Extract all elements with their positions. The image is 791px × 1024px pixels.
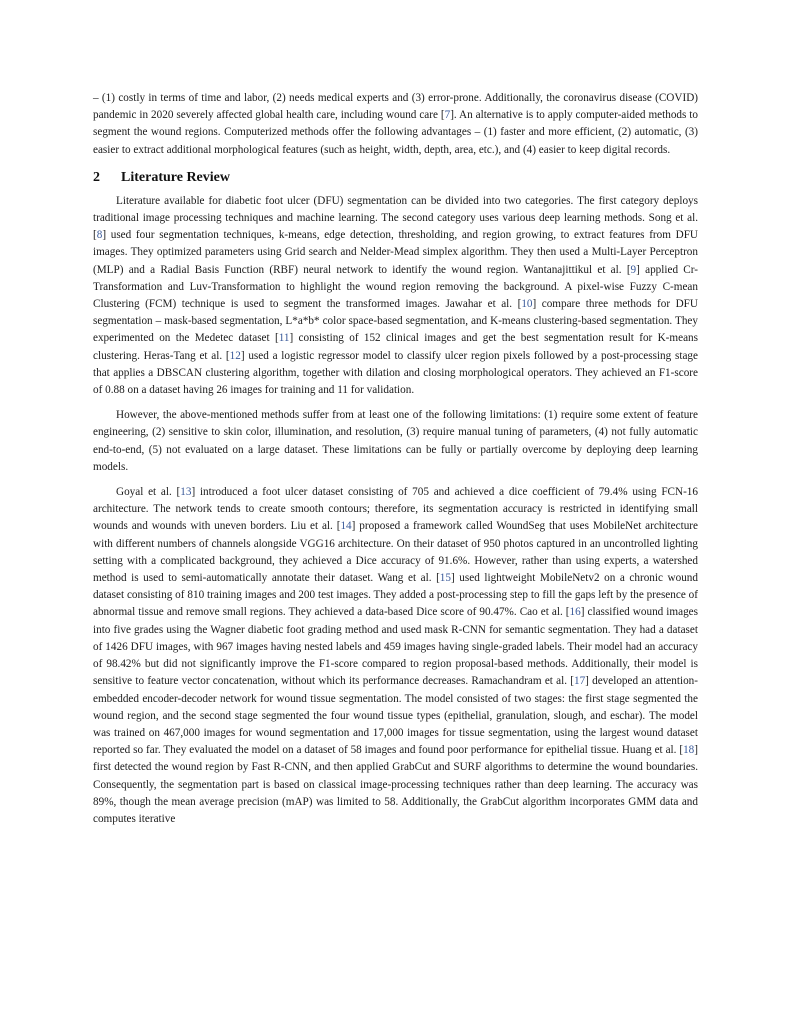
literature-paragraph-2	[93, 407, 698, 476]
text-segment: ] developed an attention-embedded encoder-decoder network for wound tissue segmentation. The model consisted of two stages: the first stage segmented the wound region, and the second stage segmented the four wound tissue types (epithelial, granulation, slough, and eschar). The model was trained on 467,000 images for wound segmentation and 17,000 images for tissue segmentation, using the largest wound dataset reported so far. They evaluated the model on a dataset of 58 images and found poor performance for epithelial tissue. Huang et al. [	[93, 675, 698, 757]
text-segment: Goyal et al. [	[116, 486, 181, 499]
text-segment: ] classified wound images into five grades using the Wagner diabetic foot grading method and used mask R-CNN for semantic segmentation. They had a dataset of 1426 DFU images, with 967 images having nested labels and 459 images having single-graded labels. Their model had an accuracy of 98.42% but did not significantly improve the F1-score compared to region proposal-based methods. Additionally, their model is sensitive to feature vector concatenation, without which its performance decreases. Ramachandram et al. [	[93, 606, 698, 688]
citation-link-12[interactable]: 12	[229, 349, 241, 362]
text-segment: However, the above-mentioned methods suffer from at least one of the following limitations: (1) require some extent of feature engineering, (2) sensitive to skin color, illumination, and resolution, (3) require manual tuning of parameters, (4) not fully automatic end-to-end, (5) not evaluated on a large dataset. These limitations can be fully or partially overcome by deploying deep learning models.	[93, 409, 698, 473]
text-segment: ] first detected the wound region by Fast R-CNN, and then applied GrabCut and SURF algorithms to determine the wound boundaries. Consequently, the segmentation part is based on classical image-processing techniques rather than deep learning. The accuracy was 89%, though the mean average precision (mAP) was limited to 58. Additionally, the GrabCut algorithm incorporates GMM data and computes iterative	[93, 744, 698, 825]
citation-link-7[interactable]: 7	[444, 109, 451, 122]
citation-link-18[interactable]: 18	[683, 744, 695, 757]
paper-page	[93, 90, 698, 836]
citation-link-17[interactable]: 17	[573, 675, 586, 688]
citation-link-16[interactable]: 16	[569, 606, 581, 619]
text-segment: ] compare three methods for DFU segmentation – mask-based segmentation, L*a*b* color space-based segmentation, and K-means clustering-based segmentation. They experimented on the Medetec dataset [	[93, 298, 698, 345]
citation-link-15[interactable]: 15	[439, 572, 451, 585]
citation-link-8[interactable]: 8	[96, 229, 103, 242]
text-segment: Literature available for diabetic foot ulcer (DFU) segmentation can be divided into two categories. The first category deploys traditional image processing techniques and machine learning. The second category uses various deep learning methods. Song et al. [	[93, 194, 698, 242]
literature-paragraph-3	[93, 484, 698, 828]
intro-continuation-paragraph	[93, 90, 698, 159]
text-segment: ] consisting of 152 clinical images and get the best segmentation result for K-means clustering. Heras-Tang et al. [	[93, 332, 698, 362]
text-segment: ] used a logistic regressor model to classify ulcer region pixels followed by a post-processing stage that applies a DBSCAN clustering algorithm, together with dilation and closing morphological operators. They achieved an F1-score of 0.88 on a dataset having 26 images for training and 11 for validation.	[93, 349, 698, 397]
section-title: Literature Review	[121, 169, 230, 185]
text-segment: ] used lightweight MobileNetv2 on a chronic wound dataset consisting of 810 training images and 200 test images. They added a post-processing step to fill the gaps left by the presence of abnormal tissue and remove small regions. They achieved a data-based Dice score of 90.47%. Cao et al. [	[93, 572, 698, 619]
citation-link-13[interactable]: 13	[180, 486, 192, 499]
citation-link-11[interactable]: 11	[278, 332, 290, 345]
citation-link-14[interactable]: 14	[340, 520, 352, 533]
text-segment: ] proposed a framework called WoundSeg that uses MobileNet architecture with different numbers of channels alongside VGG16 architecture. On their dataset of 950 photos captured in an uncontrolled lighting setting with a complicated background, they achieved a Dice accuracy of 91.6%. However, rather than using experts, a watershed method is used to semi-automatically annotate their dataset. Wang et al. [	[93, 520, 698, 585]
text-segment: ] introduced a foot ulcer dataset consisting of 705 and achieved a dice coefficient of 79.4% using FCN-16 architecture. The network tends to create smooth contours; therefore, its segmentation accuracy is restricted in identifying small wounds and wounds with uneven borders. Liu et al. [	[93, 486, 698, 533]
section-heading	[93, 169, 698, 187]
text-segment: ]. An alternative is to apply computer-aided methods to segment the wound regions. Computerized methods offer the following advantages – (1) faster and more efficient, (2) automatic, (3) easier to extract additional morphological features (such as height, width, depth, area, etc.), and (4) easier to keep digital records.	[93, 109, 698, 156]
text-segment: ] applied Cr-Transformation and Luv-Transformation to highlight the wound region removing the background. A pixel-wise Fuzzy C-mean Clustering (FCM) technique is used to segment the transformed images. Jawahar et al. [	[93, 263, 698, 311]
text-segment: ] used four segmentation techniques, k-means, edge detection, thresholding, and region growing, to extract features from DFU images. They optimized parameters using Grid search and Nelder-Mead simplex algorithm. They then used a Multi-Layer Perceptron (MLP) and a Radial Basis Function (RBF) neural network to identify the wound region. Wantanajittikul et al. [	[93, 229, 698, 276]
citation-link-9[interactable]: 9	[630, 263, 637, 276]
text-segment: – (1) costly in terms of time and labor, (2) needs medical experts and (3) error-prone. Additionally, the coronavirus disease (COVID) pandemic in 2020 severely affected global health care, including wound care [	[93, 92, 698, 122]
section-number: 2	[93, 169, 100, 185]
citation-link-10[interactable]: 10	[521, 298, 533, 311]
literature-paragraph-1	[93, 193, 698, 399]
